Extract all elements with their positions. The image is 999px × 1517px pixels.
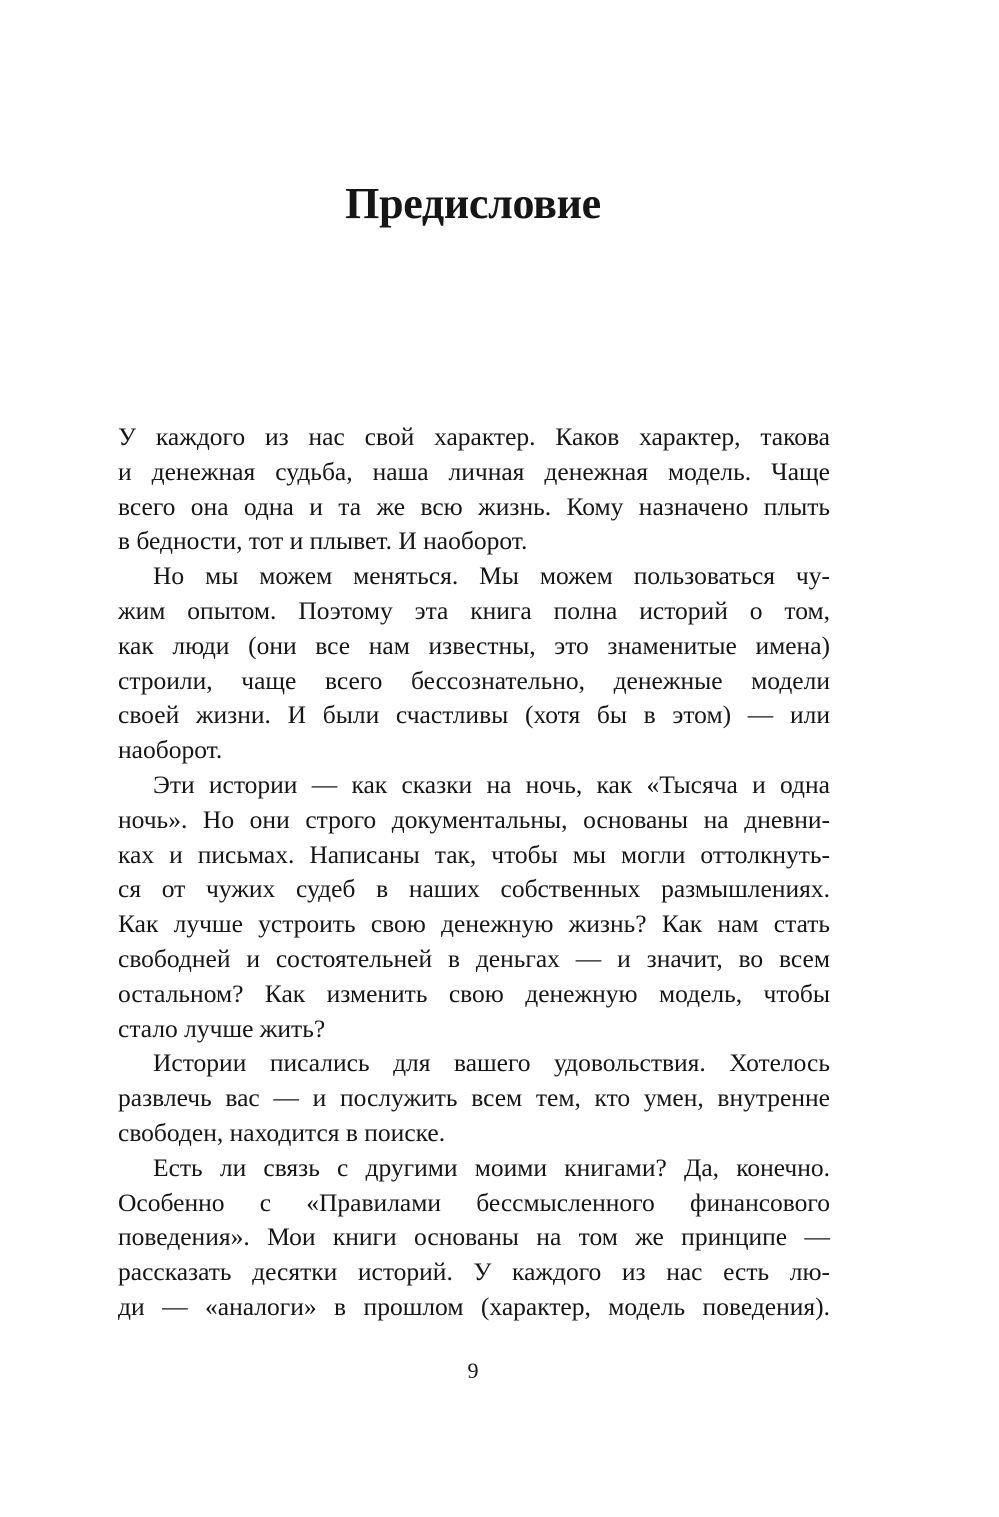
text-line: остальном? Как изменить свою денежную модель, чтобы bbox=[118, 978, 830, 1008]
text-line: Но мы можем меняться. Мы можем пользоваться чу- bbox=[153, 561, 830, 591]
text-line: ся от чужих судеб в наших собственных размышлениях. bbox=[118, 874, 830, 904]
text-line: всего она одна и та же всю жизнь. Кому назначено плыть bbox=[118, 491, 830, 521]
page-number: 9 bbox=[467, 1358, 479, 1383]
text-line: наоборот. bbox=[118, 735, 223, 765]
paragraph-4 bbox=[118, 1046, 830, 1150]
text-line: Эти истории — как сказки на ночь, как «Тысяча и одна bbox=[153, 769, 830, 799]
text-line: стало лучше жить? bbox=[118, 1013, 326, 1043]
text-line: и денежная судьба, наша личная денежная модель. Чаще bbox=[118, 456, 830, 486]
text-line: в бедности, тот и плывет. И наоборот. bbox=[118, 526, 528, 556]
text-line: Как лучше устроить свою денежную жизнь? Как нам стать bbox=[118, 909, 830, 939]
text-line: строили, чаще всего бессознательно, денежные модели bbox=[118, 665, 830, 695]
text-line: У каждого из нас свой характер. Каков характер, такова bbox=[118, 422, 830, 451]
text-line: ках и письмах. Написаны так, чтобы мы могли оттолкнуть- bbox=[118, 839, 830, 869]
paragraph-3 bbox=[118, 768, 830, 1046]
text-line: Есть ли связь с другими моими книгами? Да, конечно. bbox=[153, 1152, 830, 1182]
body-text bbox=[118, 420, 830, 1325]
text-line: развлечь вас — и послужить всем тем, кто умен, внутренне bbox=[118, 1083, 830, 1113]
text-line: Особенно с «Правилами бессмысленного финансового bbox=[118, 1187, 830, 1217]
text-line: как люди (они все нам известны, это знаменитые имена) bbox=[118, 630, 830, 660]
paragraph-1 bbox=[118, 420, 830, 559]
text-line: своей жизни. И были счастливы (хотя бы в этом) — или bbox=[118, 700, 830, 730]
text-line: Истории писались для вашего удовольствия. Хотелось bbox=[153, 1048, 830, 1078]
text-line: ди — «аналоги» в прошлом (характер, модель поведения). bbox=[118, 1291, 830, 1321]
text-line: жим опытом. Поэтому эта книга полна историй о том, bbox=[118, 595, 830, 625]
text-line: рассказать десятки историй. У каждого из нас есть лю- bbox=[118, 1257, 830, 1287]
text-line: поведения». Мои книги основаны на том же принципе — bbox=[118, 1222, 830, 1252]
chapter-title: Предисловие bbox=[345, 179, 601, 228]
text-line: ночь». Но они строго документальны, основаны на дневни- bbox=[118, 804, 830, 834]
paragraph-2 bbox=[118, 559, 830, 768]
text-line: свободен, находится в поиске. bbox=[118, 1117, 446, 1147]
paragraph-5 bbox=[118, 1151, 830, 1325]
text-line: свободней и состоятельней в деньгах — и значит, во всем bbox=[118, 943, 830, 973]
